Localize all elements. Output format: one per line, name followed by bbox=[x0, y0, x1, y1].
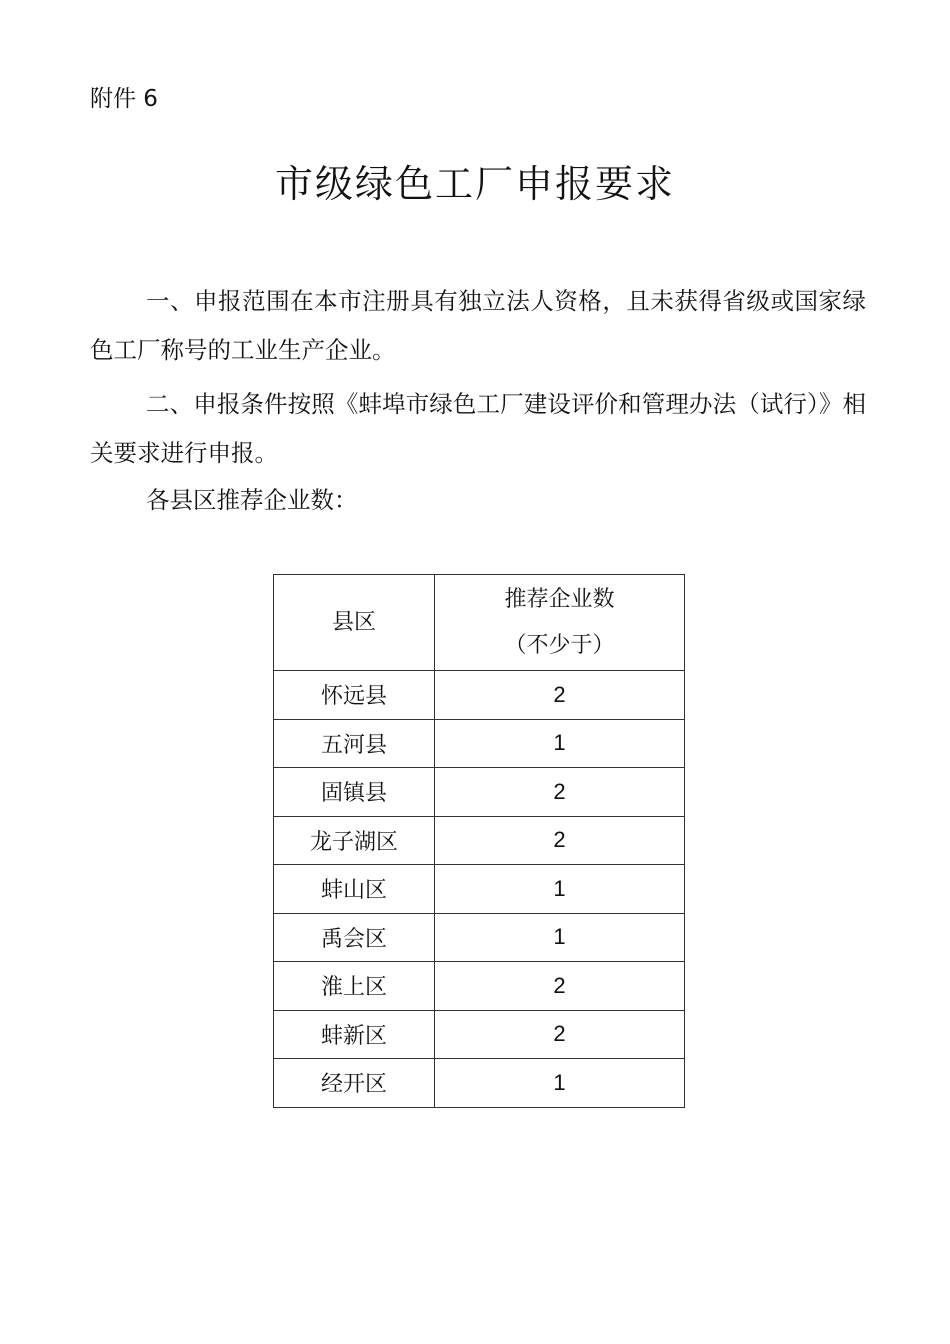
cell-count: 1 bbox=[435, 865, 685, 914]
quota-table bbox=[273, 574, 685, 1108]
header-district: 县区 bbox=[274, 575, 435, 671]
cell-count: 2 bbox=[435, 768, 685, 817]
cell-district: 固镇县 bbox=[274, 768, 435, 817]
table-row bbox=[274, 671, 685, 720]
cell-district: 龙子湖区 bbox=[274, 816, 435, 865]
header-count-line1: 推荐企业数 bbox=[504, 586, 615, 612]
table-row bbox=[274, 962, 685, 1011]
document-title: 市级绿色工厂申报要求 bbox=[274, 162, 675, 206]
table-row bbox=[274, 1059, 685, 1108]
header-count bbox=[435, 575, 685, 671]
cell-count: 1 bbox=[435, 719, 685, 768]
cell-district: 蚌新区 bbox=[274, 1010, 435, 1059]
cell-district: 淮上区 bbox=[274, 962, 435, 1011]
table-row bbox=[274, 768, 685, 817]
table-row bbox=[274, 816, 685, 865]
cell-district: 禹会区 bbox=[274, 913, 435, 962]
cell-count: 2 bbox=[435, 1010, 685, 1059]
table-row bbox=[274, 865, 685, 914]
cell-district: 蚌山区 bbox=[274, 865, 435, 914]
paragraph-quota-intro: 各县区推荐企业数： bbox=[146, 486, 358, 514]
table-row bbox=[274, 719, 685, 768]
attachment-label: 附件 6 bbox=[90, 86, 158, 112]
cell-district: 经开区 bbox=[274, 1059, 435, 1108]
table-header-row bbox=[274, 575, 685, 671]
cell-count: 1 bbox=[435, 913, 685, 962]
cell-count: 1 bbox=[435, 1059, 685, 1108]
paragraph-scope: 一、申报范围在本市注册具有独立法人资格，且未获得省级或国家绿色工厂称号的工业生产企业。 bbox=[90, 287, 866, 364]
cell-count: 2 bbox=[435, 816, 685, 865]
cell-count: 2 bbox=[435, 671, 685, 720]
cell-district: 怀远县 bbox=[274, 671, 435, 720]
cell-district: 五河县 bbox=[274, 719, 435, 768]
table-row bbox=[274, 913, 685, 962]
table-row bbox=[274, 1010, 685, 1059]
header-count-line2: （不少于） bbox=[504, 632, 615, 658]
paragraph-conditions: 二、申报条件按照《蚌埠市绿色工厂建设评价和管理办法（试行）》相关要求进行申报。 bbox=[90, 390, 866, 467]
cell-count: 2 bbox=[435, 962, 685, 1011]
